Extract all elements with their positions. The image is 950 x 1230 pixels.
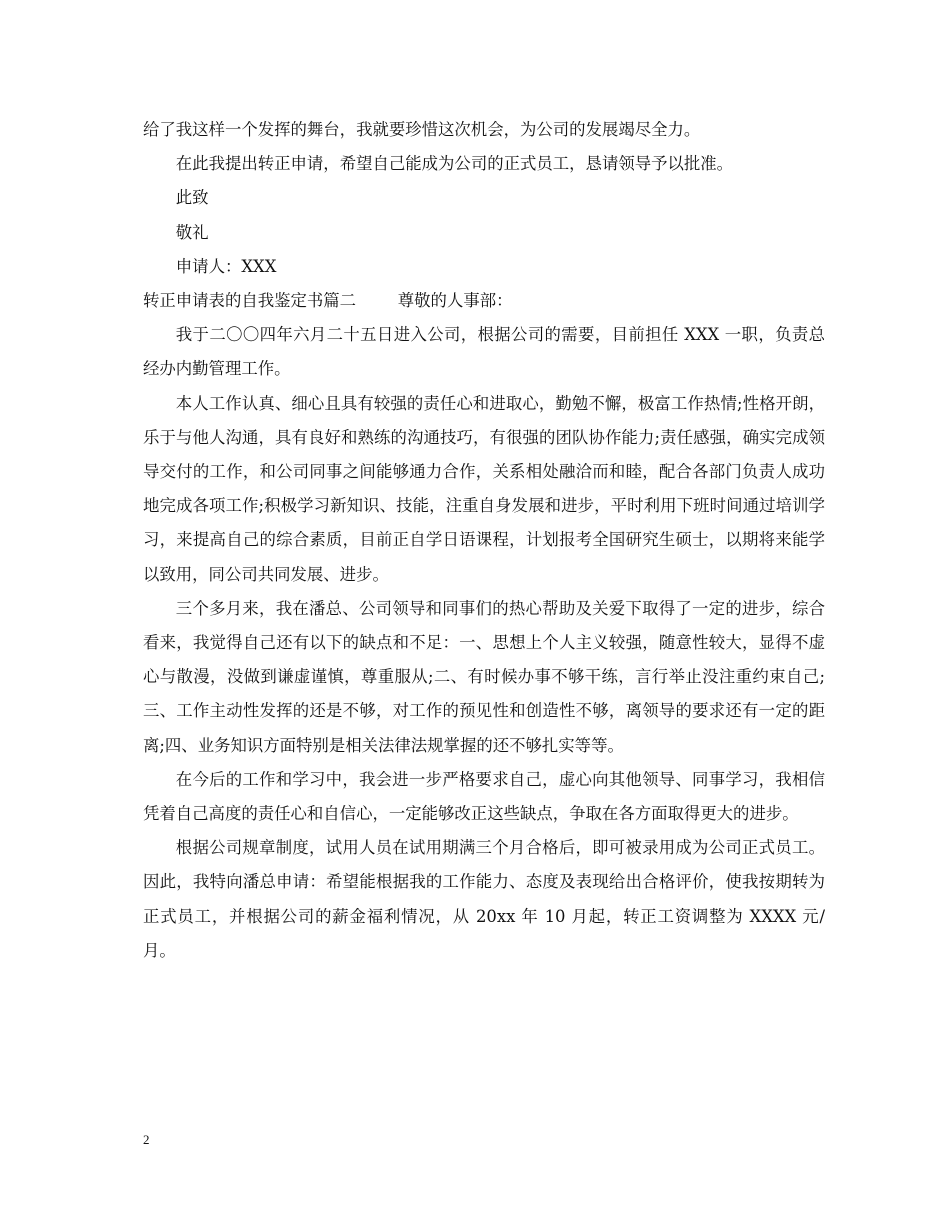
applicant-signature: 申请人：XXX [175,256,277,276]
body-paragraph-1: 我于二〇〇四年六月二十五日进入公司，根据公司的需要，目前担任 XXX 一职，负责总经办内勤管理工作。 [143,325,825,379]
salutation: 尊敬的人事部： [397,291,513,311]
paragraph-continuation: 给了我这样一个发挥的舞台，我就要珍惜这次机会，为公司的发展竭尽全力。 [143,120,701,139]
paragraph-request: 在此我提出转正申请，希望自己能成为公司的正式员工，恳请领导予以批准。 [175,154,734,174]
body-paragraph-2: 本人工作认真、细心且具有较强的责任心和进取心，勤勉不懈，极富工作热情;性格开朗，乐于与他人沟通，具有良好和熟练的沟通技巧，有很强的团队协作能力;责任感强，确实完成领导交付的工作，和公司同事之间能够通力合作，关系相处融洽而和睦，配合各部门负责人成功地完成各项工作;积极学习新知识、技能，注重自身发展和进步，平时利用下班时间通过培训学习，来提高自己的综合素质，目前正自学日语课程，计划报考全国研究生硕士，以期将来能学以致用，同公司共同发展、进步。 [143,393,825,584]
section-heading-line [143,284,825,318]
body-paragraph-3: 三个多月来，我在潘总、公司领导和同事们的热心帮助及关爱下取得了一定的进步，综合看来，我觉得自己还有以下的缺点和不足：一、思想上个人主义较强，随意性较大，显得不虚心与散漫，没做到谦虚谨慎，尊重服从;二、有时候办事不够干练，言行举止没注重约束自己;三、工作主动性发挥的还是不够，对工作的预见性和创造性不够，离领导的要求还有一定的距离;四、业务知识方面特别是相关法律法规掌握的还不够扎实等等。 [143,598,825,755]
document-body [143,113,825,968]
section-title: 转正申请表的自我鉴定书篇二 [143,291,357,311]
body-paragraph-4: 在今后的工作和学习中，我会进一步严格要求自己，虚心向其他领导、同事学习，我相信凭着自己高度的责任心和自信心，一定能够改正这些缺点，争取在各方面取得更大的进步。 [143,769,825,824]
closing-greeting: 此致 [175,188,209,208]
closing-salute: 敬礼 [175,222,209,242]
page-number: 2 [143,1132,150,1147]
body-paragraph-5: 根据公司规章制度，试用人员在试用期满三个月合格后，即可被录用成为公司正式员工。因此，我特向潘总申请：希望能根据我的工作能力、态度及表现给出合格评价，使我按期转为正式员工，并根据公司的薪金福利情况，从 20xx 年 10 月起，转正工资调整为 XXXX 元/月。 [143,838,825,960]
